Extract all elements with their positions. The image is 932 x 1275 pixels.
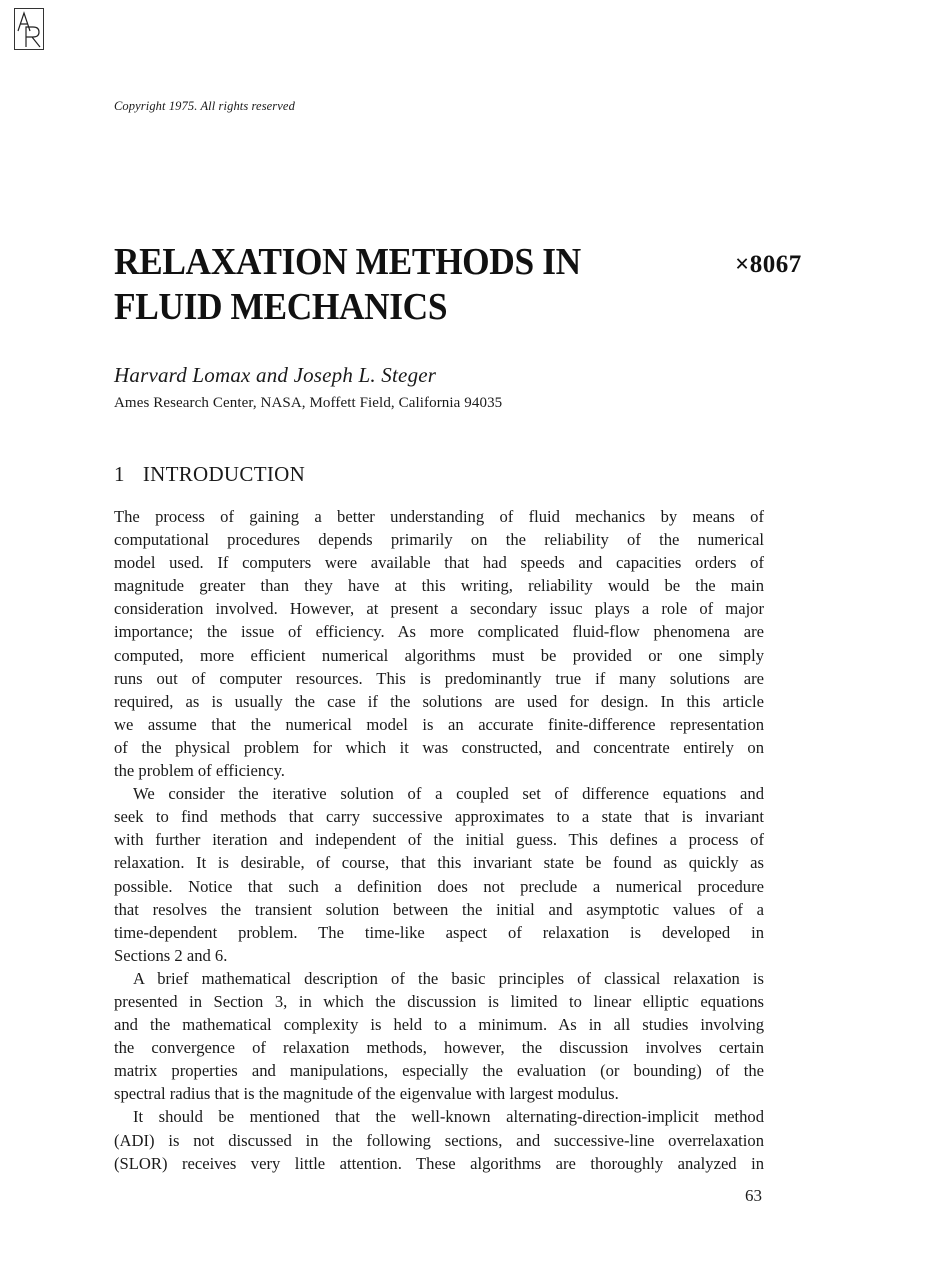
text-line: The process of gaining a better understanding of fluid mechanics by means of <box>114 507 764 526</box>
page-number: 63 <box>745 1186 762 1205</box>
text-line: runs out of computer resources. This is predominantly true if many solutions are <box>114 668 764 688</box>
section-heading <box>114 462 305 487</box>
paragraph <box>114 967 764 1106</box>
text-line: model used. If computers were available that had speeds and capacities orders of <box>114 553 764 573</box>
text-line: A brief mathematical description of the basic principles of classical relaxation is <box>133 968 764 988</box>
text-line: required, as is usually the case if the solutions are used for design. In this article <box>114 691 764 711</box>
article-body <box>114 505 764 1175</box>
text-line: computational procedures depends primarily on the reliability of the numerical <box>114 530 764 550</box>
text-line: we assume that the numerical model is an accurate finite-difference representation <box>114 714 764 734</box>
section-title: INTRODUCTION <box>142 462 306 486</box>
text-line: spectral radius that is the magnitude of the eigenvalue with largest modulus. <box>114 1084 619 1104</box>
article-authors: Harvard Lomax and Joseph L. Steger <box>114 363 437 387</box>
text-line: Sections 2 and 6. <box>114 945 228 965</box>
text-line: of the physical problem for which it was constructed, and concentrate entirely on <box>114 737 764 757</box>
text-line: the convergence of relaxation methods, however, the discussion involves certain <box>114 1038 764 1058</box>
article-title <box>114 240 581 330</box>
text-line: (ADI) is not discussed in the following sections, and successive-line overrelaxation <box>114 1130 764 1150</box>
paragraph <box>114 782 764 967</box>
section-number: 1 <box>114 462 125 486</box>
catalog-number: ×8067 <box>735 251 802 278</box>
publisher-logo <box>14 8 44 50</box>
text-line: consideration involved. However, at present a secondary issuc plays a role of major <box>114 599 764 619</box>
paragraph <box>114 505 764 782</box>
text-line: It should be mentioned that the well-known alternating-direction-implicit method <box>133 1107 764 1127</box>
copyright-notice: Copyright 1975. All rights reserved <box>114 99 295 113</box>
paragraph <box>114 1105 764 1174</box>
text-line: that resolves the transient solution between the initial and asymptotic values of a <box>114 899 764 919</box>
text-line: presented in Section 3, in which the discussion is limited to linear elliptic equations <box>114 991 764 1011</box>
text-line: and the mathematical complexity is held to a minimum. As in all studies involving <box>114 1015 764 1035</box>
text-line: importance; the issue of efficiency. As more complicated fluid-flow phenomena are <box>114 622 764 642</box>
article-title-line: RELAXATION METHODS IN <box>114 241 581 283</box>
text-line: time-dependent problem. The time-like aspect of relaxation is developed in <box>114 922 764 942</box>
text-line: seek to find methods that carry successive approximates to a state that is invariant <box>114 807 764 827</box>
text-line: matrix properties and manipulations, especially the evaluation (or bounding) of the <box>114 1061 764 1081</box>
author-affiliation: Ames Research Center, NASA, Moffett Field, California 94035 <box>114 395 503 411</box>
text-line: the problem of efficiency. <box>114 761 285 781</box>
text-line: We consider the iterative solution of a coupled set of difference equations and <box>133 784 764 804</box>
text-line: with further iteration and independent of the initial guess. This defines a process of <box>114 830 764 850</box>
ar-monogram-icon <box>15 9 43 49</box>
text-line: magnitude greater than they have at this writing, reliability would be the main <box>114 576 764 596</box>
text-line: computed, more efficient numerical algorithms must be provided or one simply <box>114 645 764 665</box>
text-line: possible. Notice that such a definition does not preclude a numerical procedure <box>114 876 764 896</box>
text-line: (SLOR) receives very little attention. These algorithms are thoroughly analyzed in <box>114 1153 764 1173</box>
article-title-line: FLUID MECHANICS <box>114 286 448 328</box>
text-line: relaxation. It is desirable, of course, that this invariant state be found as quickly as <box>114 853 764 873</box>
